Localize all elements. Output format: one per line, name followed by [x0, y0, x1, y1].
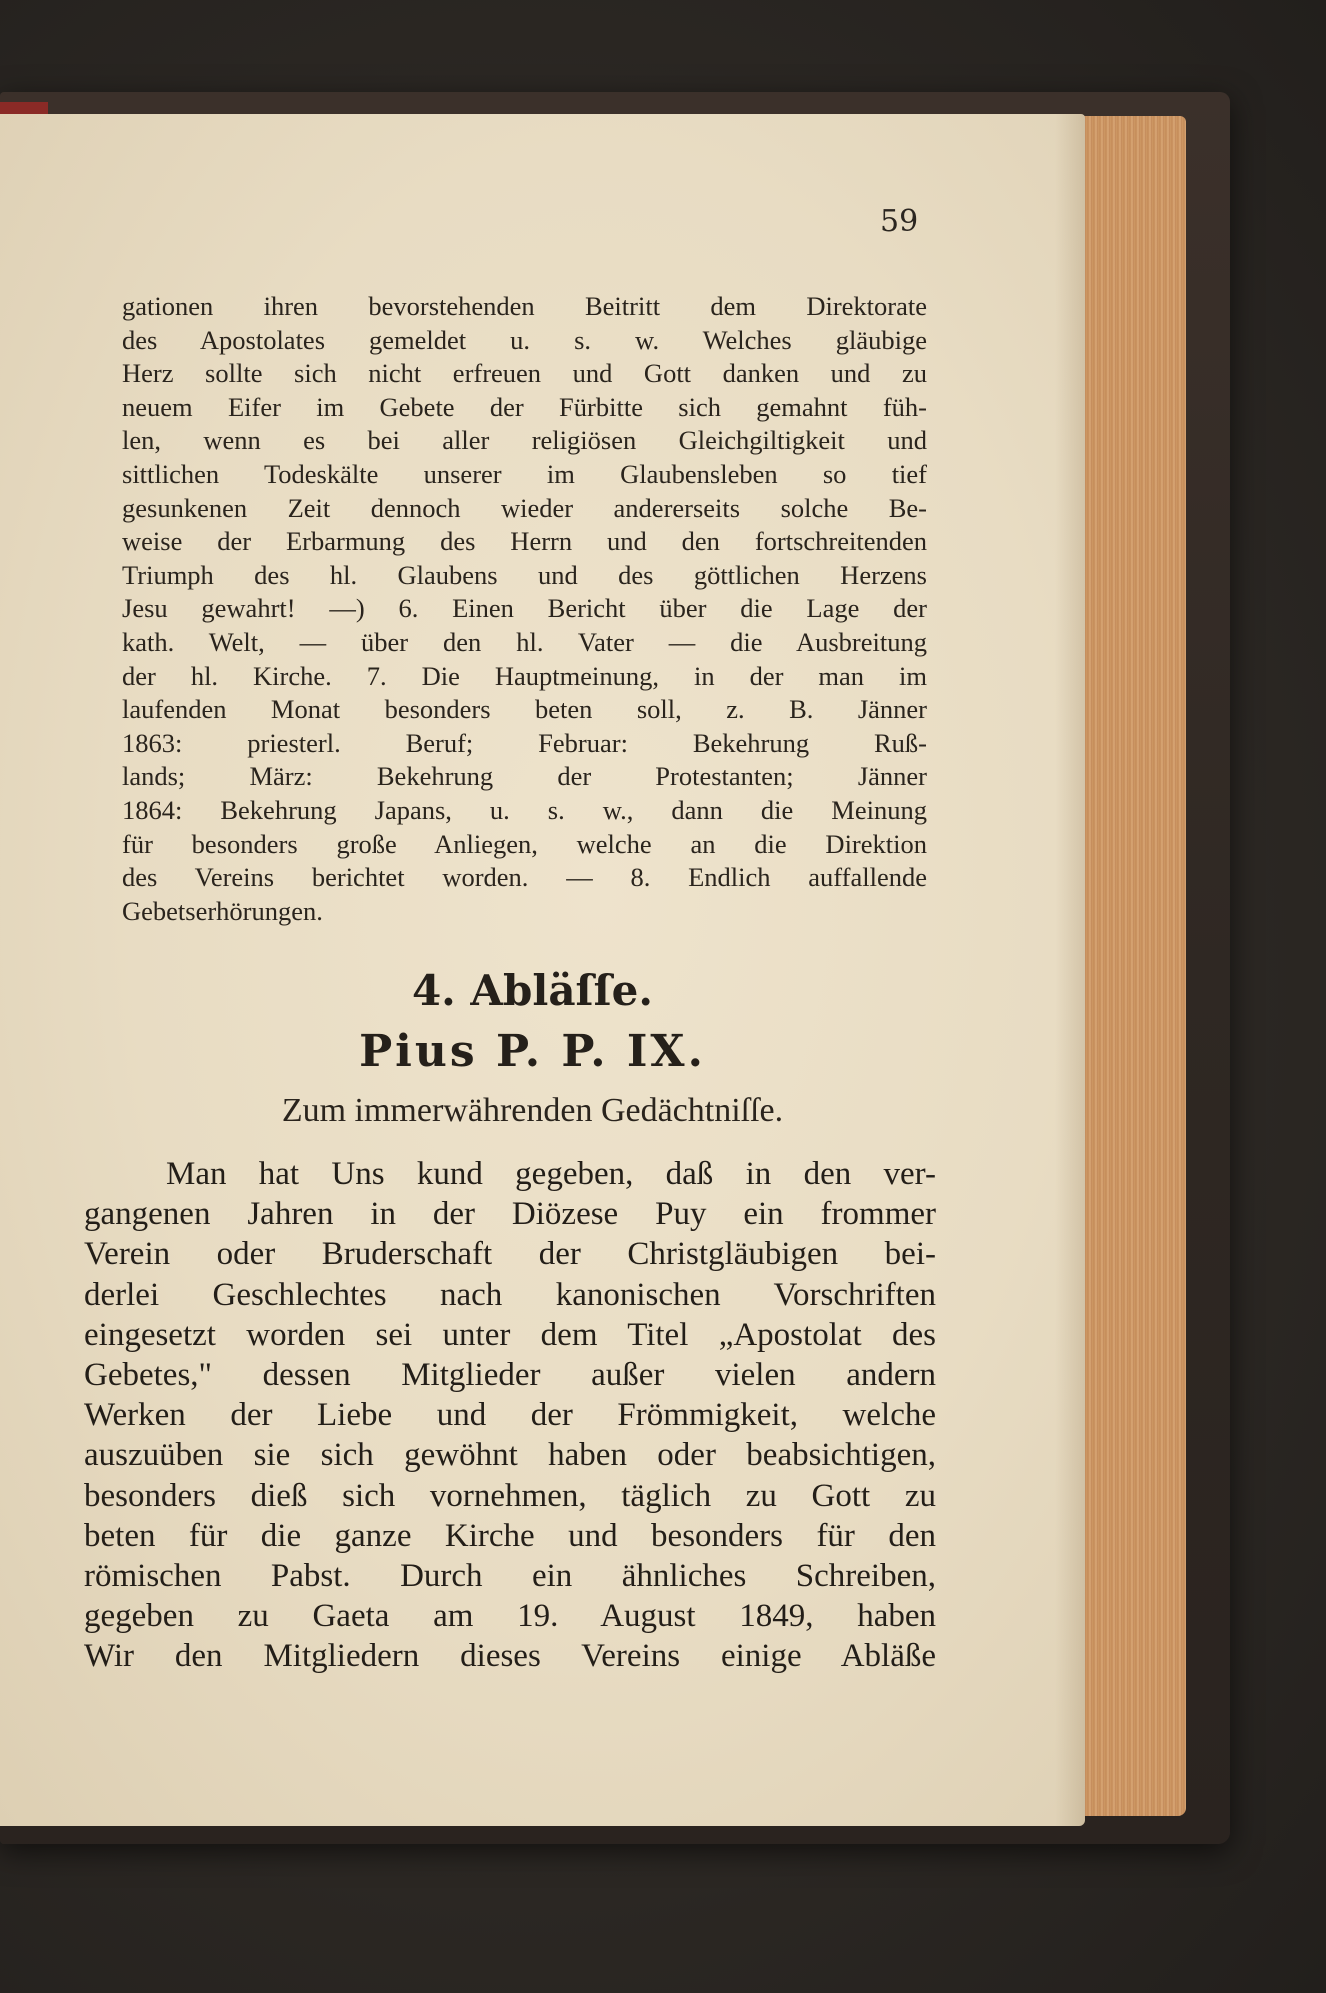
text-line: kath. Welt, — über den hl. Vater — die Ausbreitung	[122, 626, 927, 657]
book-page	[0, 114, 1085, 1826]
subtitle	[0, 1092, 1085, 1130]
text-line: gationen ihren bevorstehenden Beitritt dem Direktorate	[122, 291, 927, 321]
text-line: Herz sollte sich nicht erfreuen und Gott danken und zu	[122, 358, 927, 389]
text-line: beten für die ganze Kirche und besonders für den	[84, 1517, 936, 1554]
subtitle-text: Zum immerwährenden Gedächtniſſe.	[281, 1092, 784, 1129]
text-line: für besonders große Anliegen, welche an die Direktion	[122, 828, 927, 859]
text-line: gangenen Jahren in der Diözese Puy ein frommer	[84, 1196, 936, 1233]
text-line: len, wenn es bei aller religiösen Gleichgiltigkeit und	[122, 425, 927, 456]
text-line: lands; März: Bekehrung der Protestanten; Jänner	[122, 761, 927, 792]
text-line: des Apostolates gemeldet u. s. w. Welches gläubige	[122, 324, 927, 355]
text-line: des Vereins berichtet worden. — 8. Endlich auffallende	[122, 862, 927, 893]
text-line: auszuüben sie sich gewöhnt haben oder beabsichtigen,	[84, 1437, 936, 1474]
text-line: weise der Erbarmung des Herrn und den fortschreitenden	[122, 526, 927, 557]
text-line: römischen Pabst. Durch ein ähnliches Schreiben,	[84, 1558, 936, 1595]
text-line: sittlichen Todeskälte unserer im Glaubensleben so tief	[122, 458, 927, 489]
pius-heading-text: Pius P. P. IX.	[359, 1026, 706, 1077]
page-edges	[1068, 116, 1186, 1816]
text-line: eingesetzt worden sei unter dem Titel „Apostolat des	[84, 1316, 936, 1353]
text-line: Verein oder Bruderschaft der Christgläubigen bei-	[84, 1236, 936, 1273]
section-heading	[0, 966, 1085, 1015]
text-line: 1864: Bekehrung Japans, u. s. w., dann die Meinung	[122, 794, 927, 825]
text-line: Gebetes," dessen Mitglieder außer vielen andern	[84, 1357, 936, 1394]
text-line: gesunkenen Zeit dennoch wieder andererseits solche Be-	[122, 492, 927, 523]
text-line: Wir den Mitgliedern dieses Vereins einige Abläße	[84, 1638, 936, 1675]
upper-paragraph	[122, 290, 927, 928]
text-line: besonders dieß sich vornehmen, täglich zu Gott zu	[84, 1477, 936, 1514]
text-line: 1863: priesterl. Beruf; Februar: Bekehrung Ruß-	[122, 727, 927, 758]
text-line: Man hat Uns kund gegeben, daß in den ver-	[166, 1156, 936, 1192]
text-line: Gebetserhörungen.	[122, 895, 323, 926]
text-line: der hl. Kirche. 7. Die Hauptmeinung, in der man im	[122, 660, 927, 691]
page-number: 59	[880, 204, 919, 239]
text-line: Jesu gewahrt! —) 6. Einen Bericht über die Lage der	[122, 593, 927, 624]
pius-heading	[0, 1026, 1085, 1077]
text-line: laufenden Monat besonders beten soll, z. B. Jänner	[122, 694, 927, 725]
text-line: gegeben zu Gaeta am 19. August 1849, haben	[84, 1598, 936, 1635]
text-line: neuem Eifer im Gebete der Fürbitte sich gemahnt füh-	[122, 391, 927, 422]
text-line: Werken der Liebe und der Frömmigkeit, welche	[84, 1397, 936, 1434]
section-heading-text: 4. Abläſſe.	[411, 966, 654, 1015]
text-line: derlei Geschlechtes nach kanonischen Vorschriften	[84, 1276, 936, 1313]
text-line: Triumph des hl. Glaubens und des göttlichen Herzens	[122, 559, 927, 590]
body-paragraph	[84, 1154, 936, 1677]
